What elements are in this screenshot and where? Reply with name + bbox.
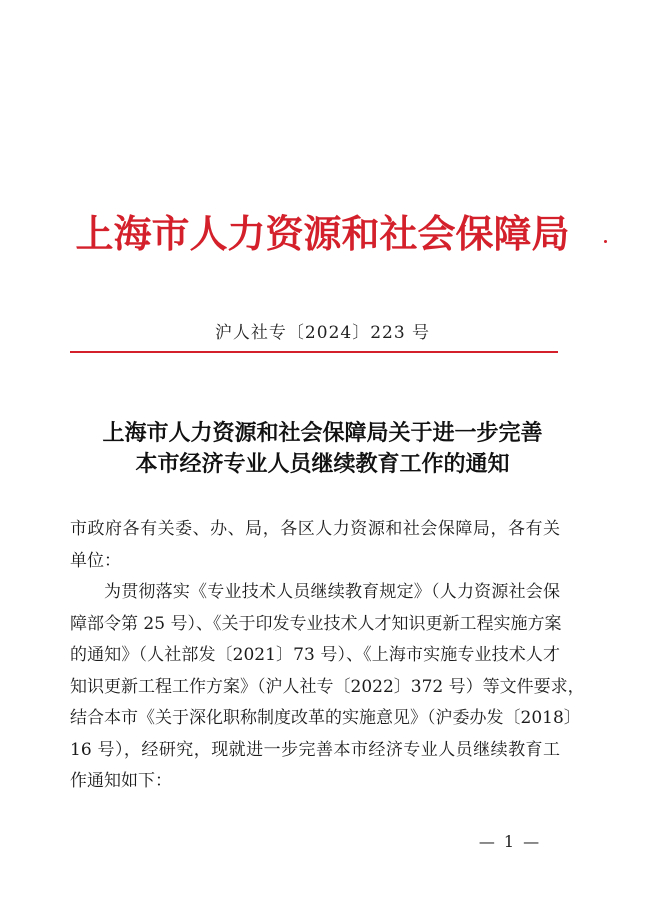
paragraph-line: 结合本市《关于深化职称制度改革的实施意见》（沪委办发〔2018〕 <box>70 708 581 728</box>
red-mark <box>604 240 607 243</box>
paragraph-line: 的通知》（人社部发〔2021〕73 号）、《上海市实施专业技术人才 <box>70 645 560 665</box>
document-number: 沪人社专〔2024〕223 号 <box>214 323 431 343</box>
issuer-header: 上海市人力资源和社会保障局 <box>75 211 570 256</box>
paragraph-line: 作通知如下： <box>70 771 172 791</box>
notice-title <box>40 418 605 480</box>
notice-title-line-2: 本市经济专业人员继续教育工作的通知 <box>135 451 510 477</box>
paragraph-line: 知识更新工程工作方案》（沪人社专〔2022〕372 号）等文件要求， <box>70 676 585 697</box>
paragraph-line: 障部令第 25 号）、《关于印发专业技术人才知识更新工程实施方案 <box>70 613 562 634</box>
salutation-line: 市政府各有关委、办、局，各区人力资源和社会保障局，各有关 <box>70 519 560 539</box>
salutation-line: 单位： <box>70 550 121 571</box>
red-divider-line <box>70 351 558 353</box>
paragraph-line: 为贯彻落实《专业技术人员继续教育规定》（人力资源社会保 <box>104 582 560 602</box>
notice-title-line-1: 上海市人力资源和社会保障局关于进一步完善 <box>102 420 543 446</box>
page-number: — 1 — <box>478 832 542 851</box>
paragraph-line: 16 号），经研究，现就进一步完善本市经济专业人员继续教育工 <box>70 739 560 760</box>
notice-body <box>70 514 585 798</box>
